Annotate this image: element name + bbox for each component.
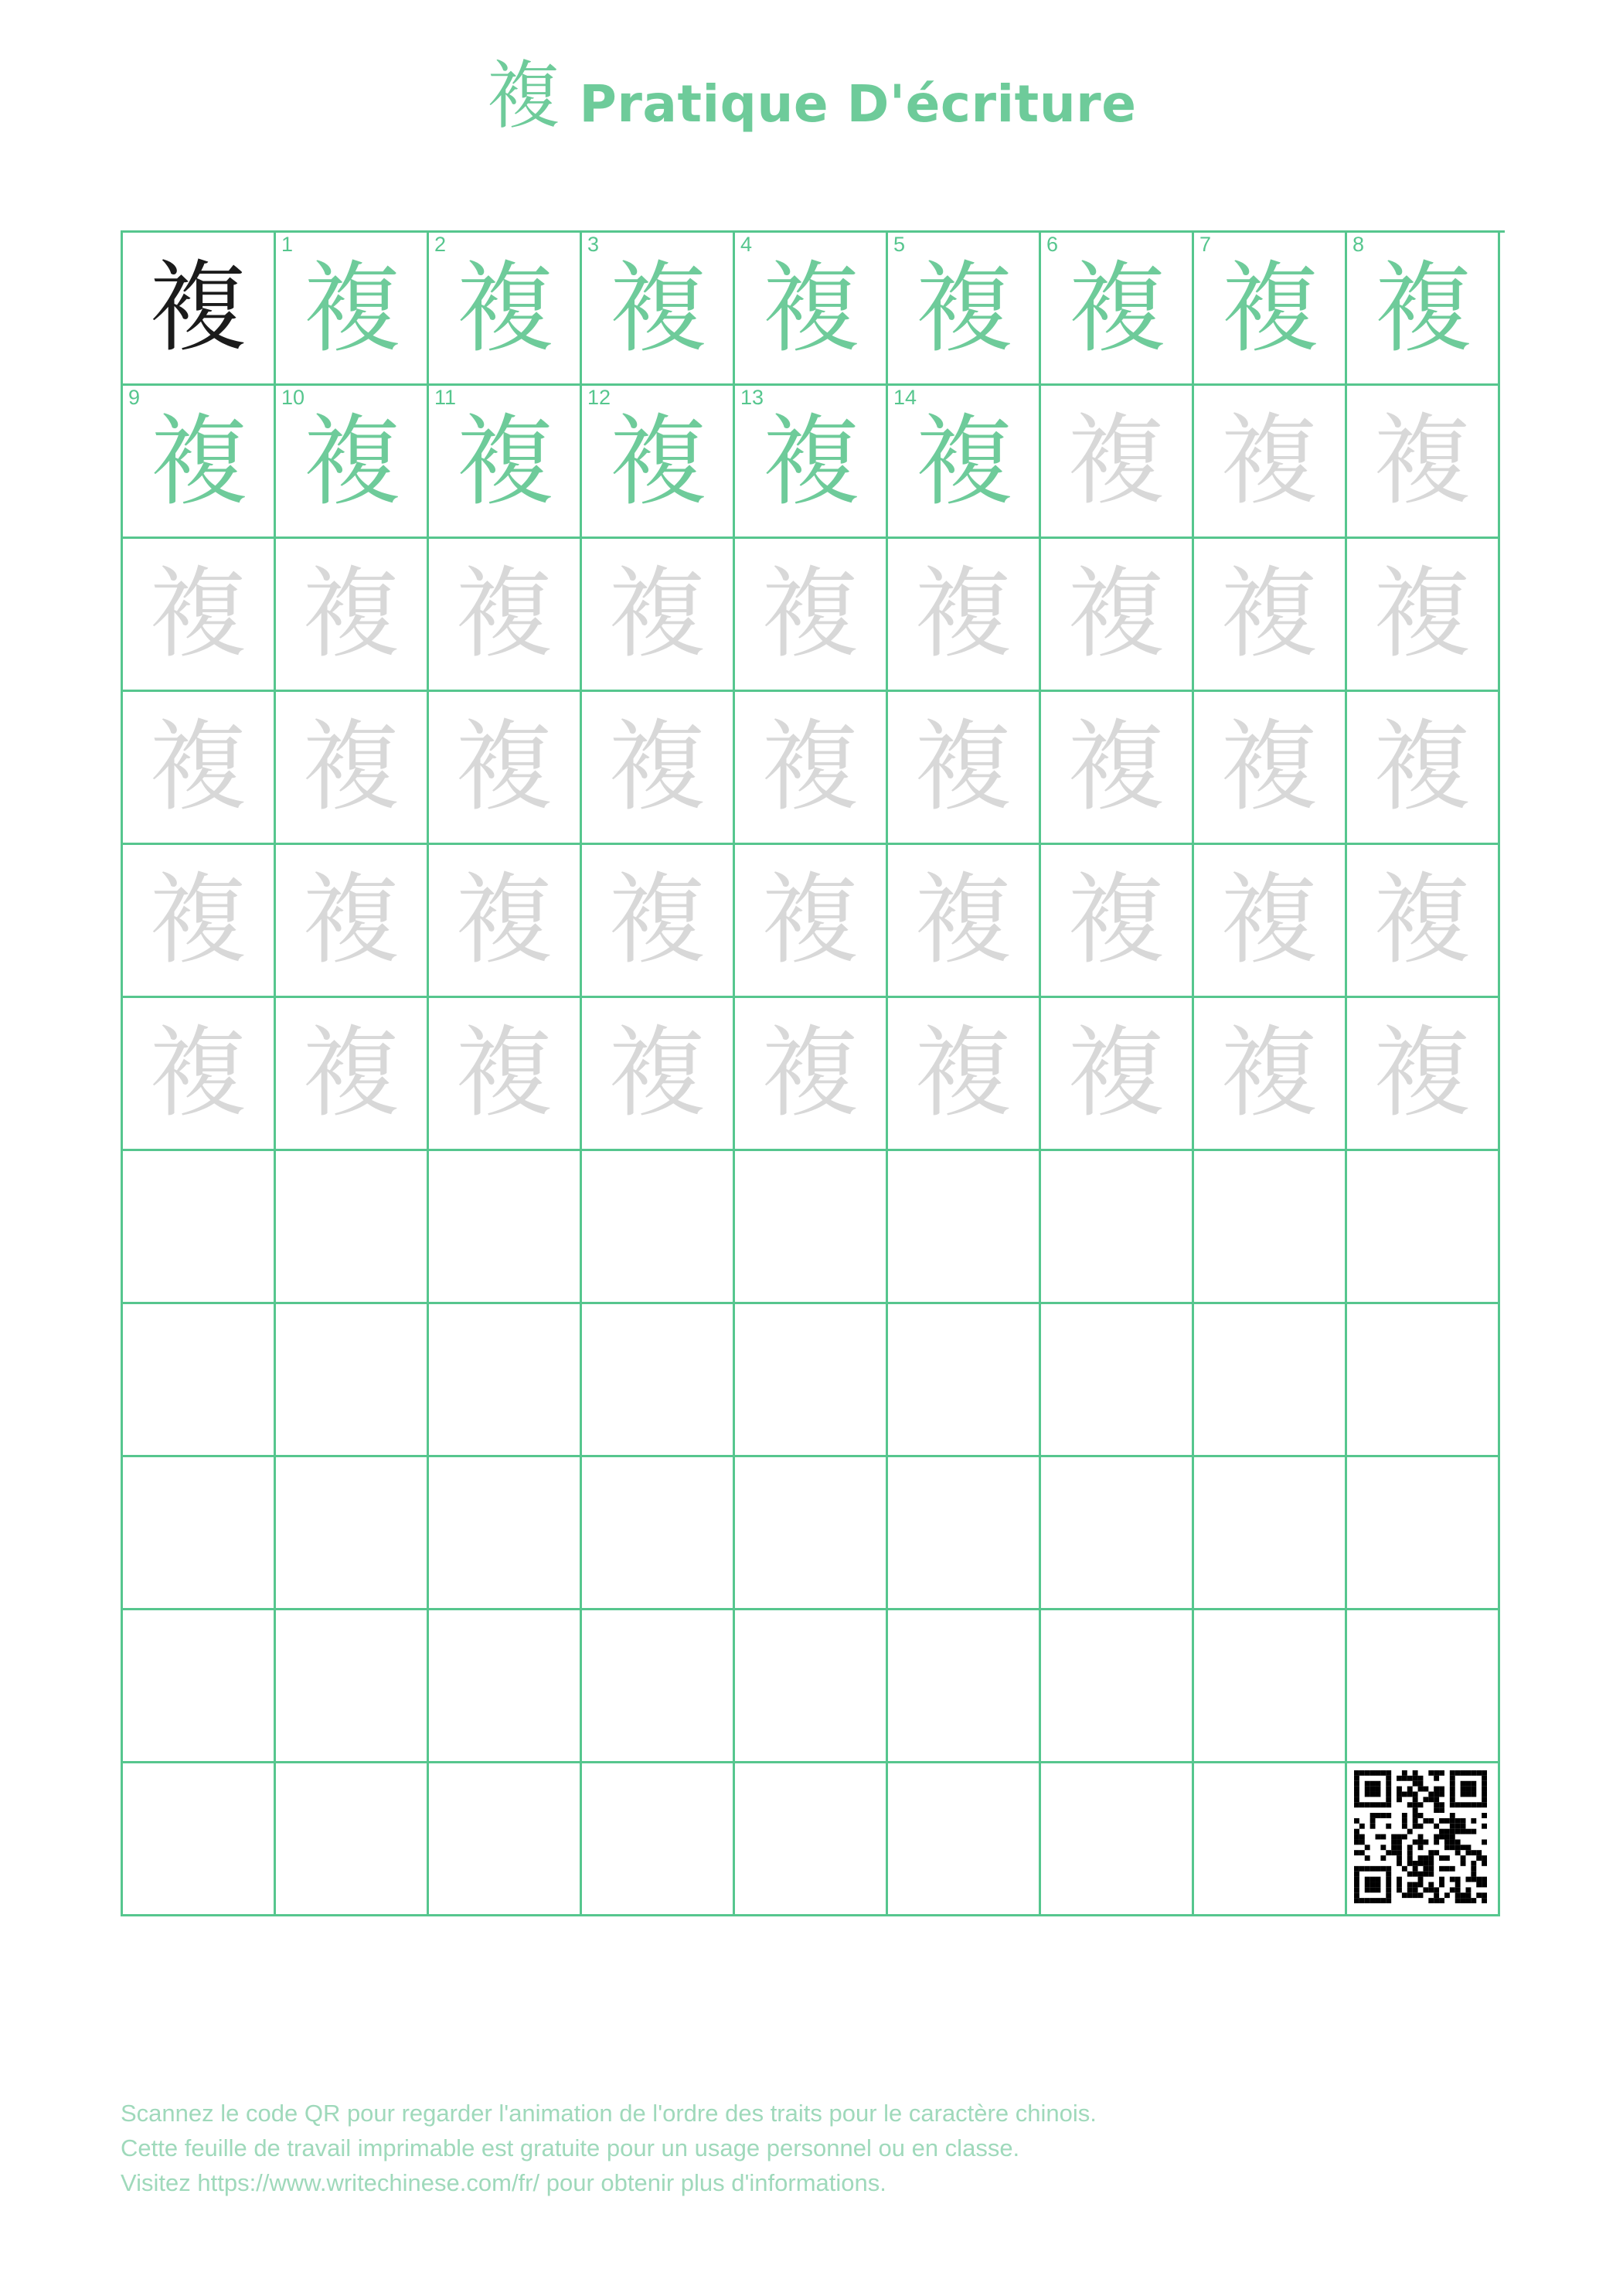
trace-character-cell: [1194, 845, 1347, 998]
trace-character: 複: [1067, 1015, 1166, 1131]
trace-character: 複: [148, 1015, 248, 1131]
trace-character-cell: [582, 539, 735, 692]
stroke-step-number: 4: [740, 233, 753, 256]
stroke-step-character: 複: [1220, 251, 1320, 366]
blank-practice-cell: [429, 1151, 582, 1304]
stroke-step-cell: [276, 386, 429, 539]
stroke-progress-clip: [888, 233, 1039, 366]
trace-character: 複: [914, 1015, 1013, 1131]
stroke-step-character: 複: [455, 251, 555, 366]
blank-practice-cell: [1041, 1457, 1194, 1610]
trace-character-cell: [1041, 845, 1194, 998]
grid-row: [123, 1151, 1505, 1304]
blank-practice-cell: [276, 1763, 429, 1916]
trace-character-cell: [735, 539, 888, 692]
blank-practice-cell: [888, 1304, 1041, 1457]
stroke-step-cell: [1347, 233, 1500, 386]
stroke-progress-clip: [1194, 233, 1345, 366]
stroke-progress-clip: [1347, 233, 1498, 366]
grid-row: [123, 1610, 1505, 1763]
stroke-step-character: 複: [761, 251, 861, 366]
trace-character: 複: [454, 556, 554, 672]
stroke-step-number: 13: [740, 386, 764, 409]
grid-row: [123, 1304, 1505, 1457]
grid-row: [123, 692, 1505, 845]
trace-character: 複: [760, 862, 860, 978]
stroke-step-number: 14: [893, 386, 917, 409]
blank-practice-cell: [123, 1457, 276, 1610]
stroke-step-number: 6: [1046, 233, 1059, 256]
blank-practice-cell: [735, 1610, 888, 1763]
blank-practice-cell: [582, 1763, 735, 1916]
trace-character: 複: [148, 709, 248, 825]
blank-practice-cell: [1041, 1763, 1194, 1916]
blank-practice-cell: [582, 1610, 735, 1763]
stroke-progress-clip: [276, 233, 427, 366]
stroke-step-character: 複: [914, 404, 1014, 519]
blank-practice-cell: [276, 1151, 429, 1304]
footer-line-1: Scannez le code QR pour regarder l'animation de l'ordre des traits pour le caractère chinois.: [121, 2100, 1097, 2127]
stroke-step-cell: [429, 386, 582, 539]
blank-practice-cell: [429, 1610, 582, 1763]
trace-character: 複: [1220, 709, 1319, 825]
trace-character-cell: [429, 539, 582, 692]
stroke-step-cell: [1194, 233, 1347, 386]
trace-character: 複: [914, 862, 1013, 978]
stroke-step-number: 5: [893, 233, 906, 256]
blank-practice-cell: [735, 1151, 888, 1304]
blank-practice-cell: [1194, 1151, 1347, 1304]
trace-character-cell: [429, 692, 582, 845]
trace-character-cell: [1194, 539, 1347, 692]
stroke-step-cell: [276, 233, 429, 386]
stroke-progress-clip: [582, 386, 733, 517]
grid-row: [123, 233, 1505, 386]
trace-character: 複: [301, 709, 401, 825]
trace-character: 複: [454, 1015, 554, 1131]
trace-character-cell: [429, 998, 582, 1151]
trace-character-cell: [888, 998, 1041, 1151]
page-header: [0, 0, 1623, 139]
trace-character: 複: [760, 709, 860, 825]
trace-character-cell: [888, 692, 1041, 845]
blank-practice-cell: [735, 1304, 888, 1457]
trace-character-cell: [1041, 386, 1194, 539]
stroke-step-number: 12: [587, 386, 611, 409]
blank-practice-cell: [123, 1610, 276, 1763]
stroke-step-cell: [735, 233, 888, 386]
trace-character-cell: [1347, 692, 1500, 845]
stroke-progress-clip: [1041, 233, 1192, 366]
trace-character-cell: [1041, 998, 1194, 1151]
trace-character: 複: [1373, 709, 1472, 825]
page-title: Pratique D'écriture: [579, 74, 1137, 134]
grid-row: [123, 845, 1505, 998]
footer-notes: [121, 2097, 1502, 2201]
trace-character-cell: [276, 998, 429, 1151]
trace-character-cell: [429, 845, 582, 998]
stroke-step-character: 複: [608, 251, 708, 366]
stroke-step-number: 1: [281, 233, 294, 256]
stroke-step-character: 複: [302, 251, 402, 366]
trace-character-cell: [1194, 692, 1347, 845]
blank-practice-cell: [123, 1763, 276, 1916]
stroke-step-character: 複: [761, 404, 861, 519]
trace-character: 複: [1220, 556, 1319, 672]
trace-character-cell: [1347, 998, 1500, 1151]
stroke-step-number: 3: [587, 233, 600, 256]
trace-character: 複: [1067, 862, 1166, 978]
stroke-step-cell: [582, 233, 735, 386]
blank-practice-cell: [1194, 1610, 1347, 1763]
stroke-step-number: 8: [1352, 233, 1365, 256]
blank-practice-cell: [1347, 1304, 1500, 1457]
trace-character: 複: [1373, 862, 1472, 978]
trace-character-cell: [888, 845, 1041, 998]
trace-character: 複: [1067, 403, 1166, 519]
footer-line-3: Visitez https://www.writechinese.com/fr/ pour obtenir plus d'informations.: [121, 2168, 886, 2196]
stroke-step-character: 複: [1373, 251, 1473, 366]
trace-character-cell: [888, 539, 1041, 692]
blank-practice-cell: [429, 1304, 582, 1457]
model-character-cell: [123, 233, 276, 386]
blank-practice-cell: [1347, 1763, 1500, 1916]
grid-row: [123, 1763, 1505, 1916]
grid-row: [123, 539, 1505, 692]
blank-practice-cell: [429, 1457, 582, 1610]
trace-character: 複: [607, 709, 707, 825]
stroke-step-cell: [888, 233, 1041, 386]
stroke-progress-clip: [888, 386, 1039, 539]
trace-character-cell: [1347, 539, 1500, 692]
trace-character: 複: [760, 556, 860, 672]
trace-character: 複: [148, 556, 248, 672]
trace-character-cell: [123, 692, 276, 845]
trace-character: 複: [1373, 403, 1472, 519]
trace-character: 複: [1067, 709, 1166, 825]
trace-character-cell: [1347, 386, 1500, 539]
blank-practice-cell: [1347, 1610, 1500, 1763]
trace-character-cell: [276, 539, 429, 692]
trace-character: 複: [607, 1015, 707, 1131]
grid-row: [123, 1457, 1505, 1610]
stroke-progress-clip: [429, 386, 580, 519]
stroke-step-character: 複: [149, 404, 249, 519]
trace-character-cell: [582, 998, 735, 1151]
trace-character: 複: [454, 709, 554, 825]
trace-character-cell: [735, 998, 888, 1151]
trace-character: 複: [1220, 862, 1319, 978]
trace-character-cell: [123, 539, 276, 692]
blank-practice-cell: [582, 1151, 735, 1304]
stroke-step-character: 複: [914, 251, 1014, 366]
trace-character-cell: [582, 845, 735, 998]
stroke-step-number: 7: [1199, 233, 1212, 256]
stroke-step-number: 9: [128, 386, 141, 409]
blank-practice-cell: [582, 1457, 735, 1610]
qr-code[interactable]: [1354, 1770, 1487, 1903]
blank-practice-cell: [123, 1304, 276, 1457]
trace-character: 複: [1220, 1015, 1319, 1131]
blank-practice-cell: [123, 1151, 276, 1304]
footer-line-2: Cette feuille de travail imprimable est gratuite pour un usage personnel ou en classe.: [121, 2134, 1020, 2161]
stroke-step-number: 2: [434, 233, 447, 256]
stroke-step-character: 複: [608, 404, 708, 519]
trace-character-cell: [1041, 692, 1194, 845]
blank-practice-cell: [735, 1763, 888, 1916]
stroke-progress-clip: [735, 233, 886, 366]
trace-character: 複: [607, 862, 707, 978]
stroke-progress-clip: [429, 233, 580, 366]
blank-practice-cell: [1041, 1610, 1194, 1763]
blank-practice-cell: [1194, 1763, 1347, 1916]
blank-practice-cell: [1194, 1304, 1347, 1457]
practice-grid: [121, 230, 1505, 1916]
trace-character: 複: [1067, 556, 1166, 672]
stroke-step-character: 複: [302, 404, 402, 519]
trace-character: 複: [1373, 556, 1472, 672]
stroke-step-character: 複: [1067, 251, 1167, 366]
stroke-step-cell: [888, 386, 1041, 539]
trace-character: 複: [1220, 403, 1319, 519]
trace-character: 複: [607, 556, 707, 672]
stroke-step-cell: [1041, 233, 1194, 386]
trace-character: 複: [914, 556, 1013, 672]
trace-character-cell: [276, 845, 429, 998]
trace-character: 複: [301, 862, 401, 978]
stroke-step-cell: [582, 386, 735, 539]
stroke-progress-clip: [276, 386, 427, 519]
blank-practice-cell: [1041, 1304, 1194, 1457]
stroke-step-character: 複: [455, 404, 555, 519]
grid-row: [123, 386, 1505, 539]
trace-character-cell: [735, 692, 888, 845]
blank-practice-cell: [888, 1763, 1041, 1916]
trace-character: 複: [301, 1015, 401, 1131]
trace-character-cell: [276, 692, 429, 845]
blank-practice-cell: [1194, 1457, 1347, 1610]
trace-character-cell: [123, 845, 276, 998]
stroke-progress-clip: [582, 233, 733, 366]
blank-practice-cell: [1347, 1457, 1500, 1610]
blank-practice-cell: [1041, 1151, 1194, 1304]
trace-character-cell: [1194, 998, 1347, 1151]
header-character: 複: [486, 53, 561, 139]
trace-character: 複: [914, 709, 1013, 825]
trace-character: 複: [760, 1015, 860, 1131]
trace-character: 複: [301, 556, 401, 672]
model-character: 複: [148, 250, 248, 366]
trace-character-cell: [123, 998, 276, 1151]
trace-character-cell: [1347, 845, 1500, 998]
blank-practice-cell: [735, 1457, 888, 1610]
grid-row: [123, 998, 1505, 1151]
blank-practice-cell: [429, 1763, 582, 1916]
blank-practice-cell: [276, 1610, 429, 1763]
stroke-step-number: 11: [434, 386, 457, 409]
trace-character: 複: [148, 862, 248, 978]
trace-character: 複: [1373, 1015, 1472, 1131]
blank-practice-cell: [276, 1457, 429, 1610]
trace-character-cell: [735, 845, 888, 998]
blank-practice-cell: [888, 1610, 1041, 1763]
trace-character: 複: [454, 862, 554, 978]
blank-practice-cell: [888, 1151, 1041, 1304]
stroke-step-number: 10: [281, 386, 305, 409]
trace-character-cell: [582, 692, 735, 845]
blank-practice-cell: [276, 1304, 429, 1457]
blank-practice-cell: [1347, 1151, 1500, 1304]
trace-character-cell: [1194, 386, 1347, 539]
blank-practice-cell: [582, 1304, 735, 1457]
stroke-step-cell: [735, 386, 888, 539]
stroke-progress-clip: [123, 386, 274, 519]
trace-character-cell: [1041, 539, 1194, 692]
stroke-step-cell: [429, 233, 582, 386]
blank-practice-cell: [888, 1457, 1041, 1610]
stroke-step-cell: [123, 386, 276, 539]
stroke-progress-clip: [735, 386, 886, 528]
